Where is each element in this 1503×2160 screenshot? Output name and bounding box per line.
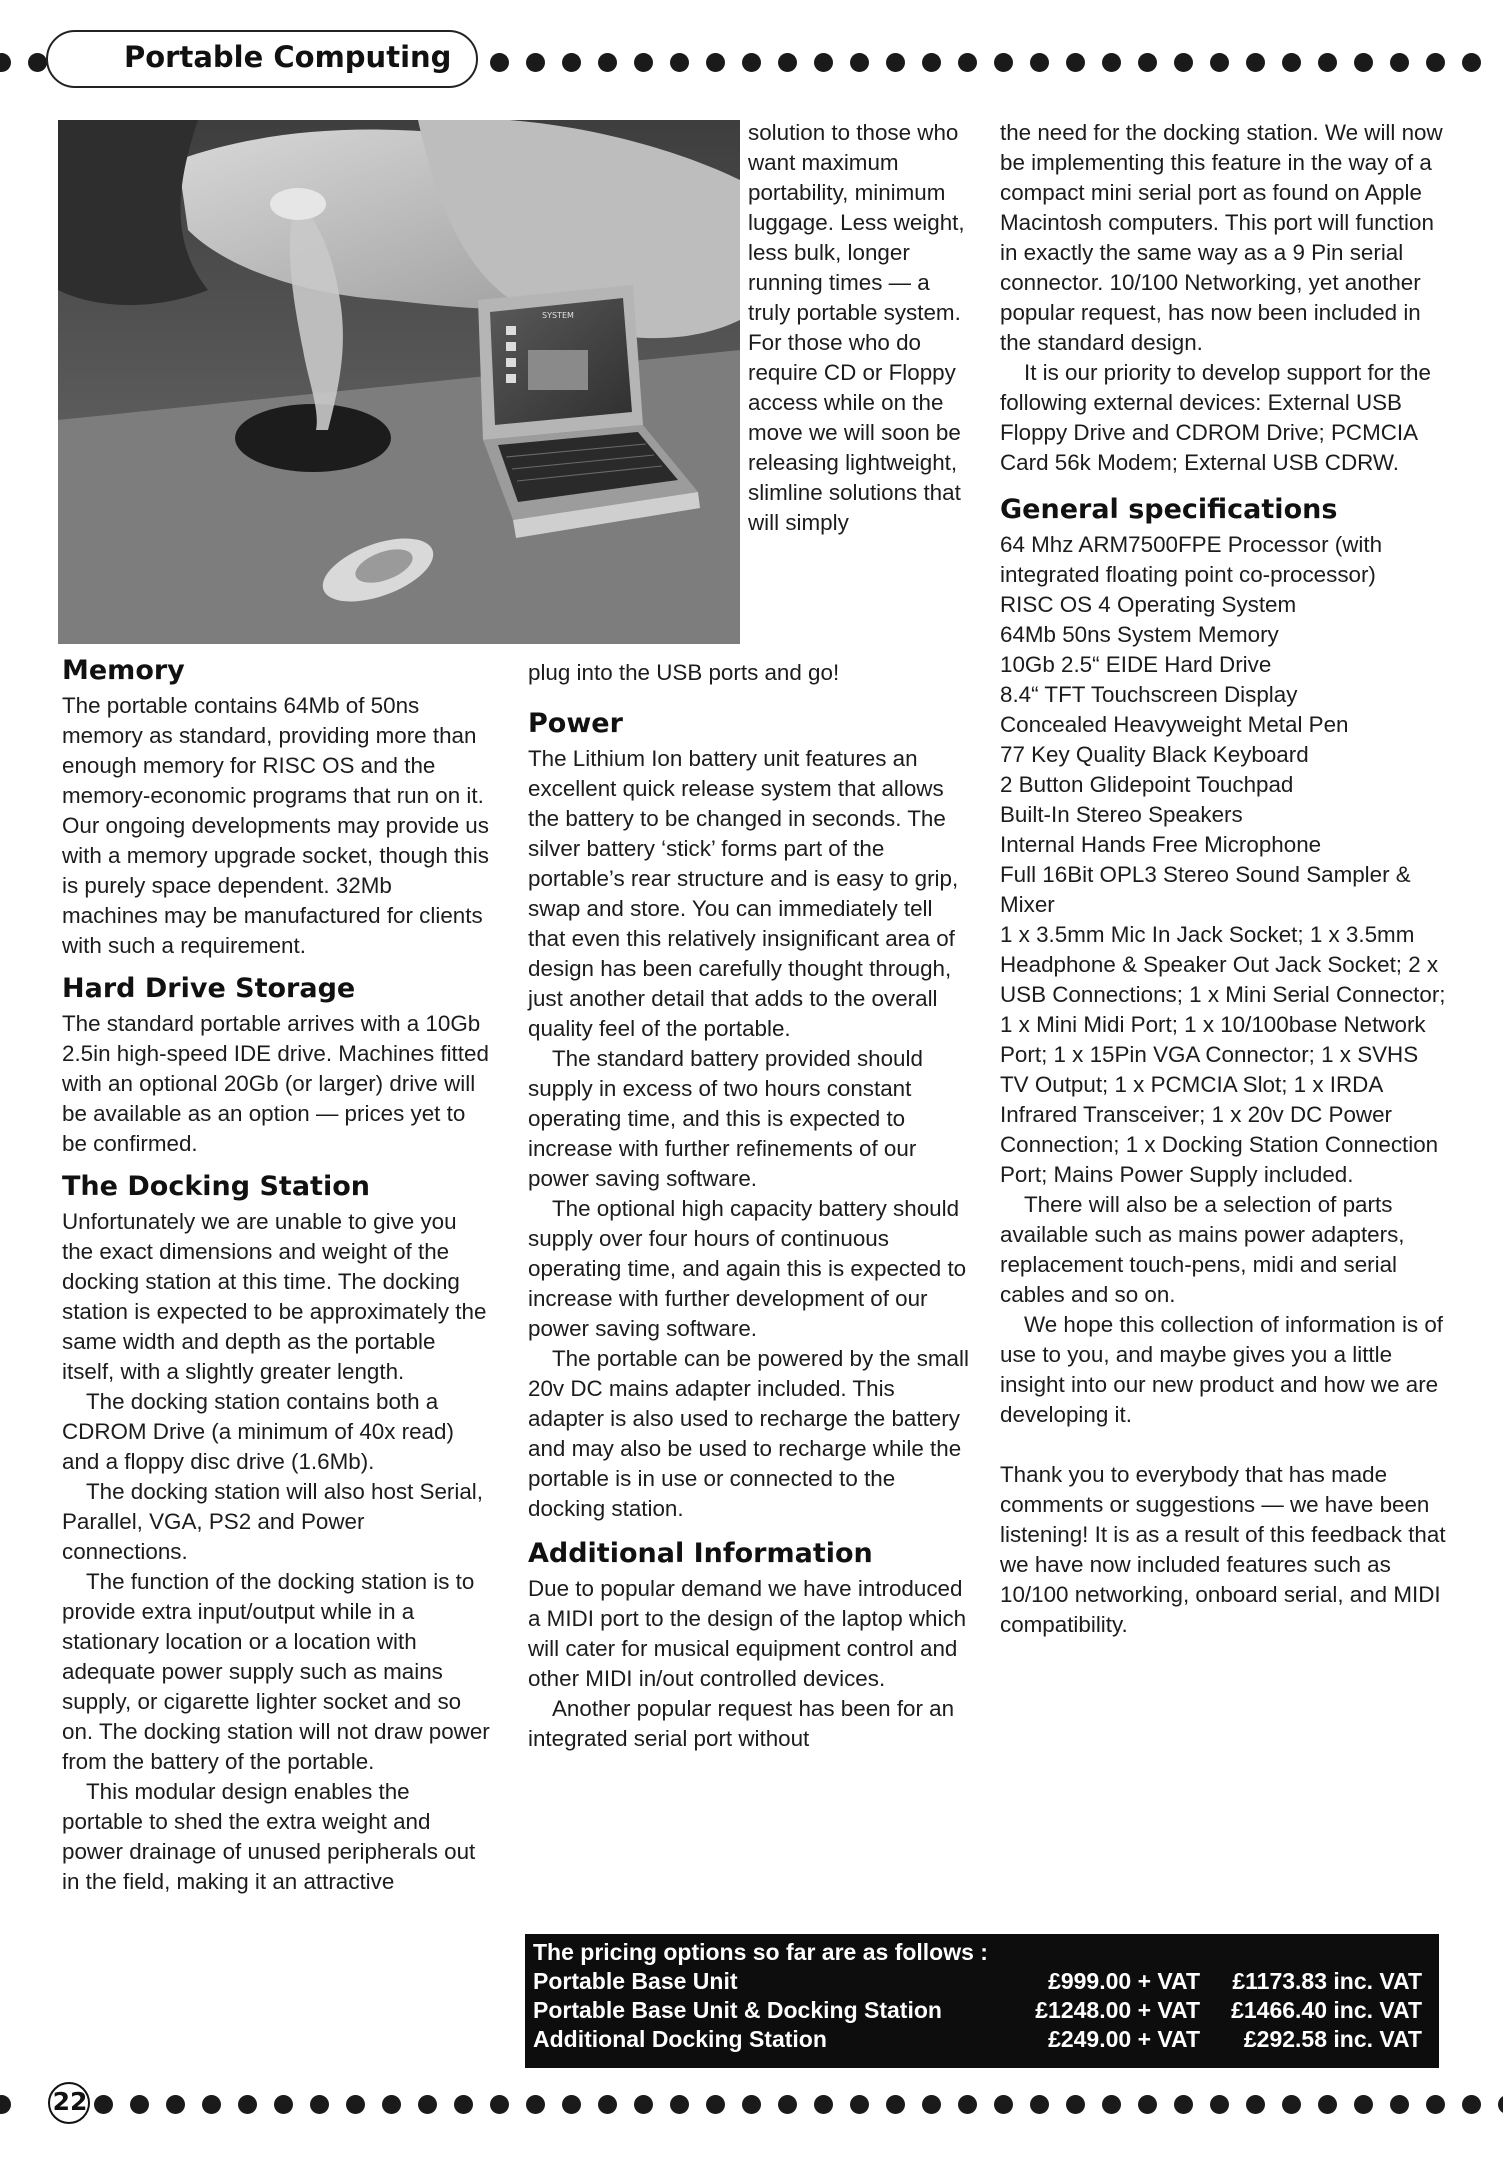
pricing-inc-vat: £1173.83 inc. VAT	[1232, 1968, 1422, 1994]
page-number: 22	[52, 2087, 88, 2116]
pricing-ex-vat: £999.00 + VAT	[1048, 1968, 1200, 1994]
section-title: Portable Computing	[124, 40, 452, 74]
paragraph: the need for the docking station. We will now be implementing this feature in the way of a compact mini serial port as found on Apple Macintosh computers. This port will function in exactly the same way as a 9 Pin serial connector. 10/100 Networking, yet another popular request, has now been included in the standard design.	[1000, 120, 1443, 355]
pricing-item: Additional Docking Station	[533, 2026, 827, 2052]
docking-paragraph: Unfortunately we are unable to give you the exact dimensions and weight of the docking station at this time. The docking station is expected to be approximately the same width and depth as the portable itself, with a slightly greater length.	[62, 1209, 487, 1384]
docking-paragraph: The function of the docking station is to provide extra input/output while in a stationary location or a location with adequate power supply such as mains supply, or cigarette lighter socket and so on. The docking station will not draw power from the battery of the portable.	[62, 1569, 490, 1774]
docking-paragraph: The docking station will also host Serial, Parallel, VGA, PS2 and Power connections.	[62, 1479, 484, 1564]
spec-item: Built-In Stereo Speakers	[1000, 802, 1243, 827]
spec-item: 2 Button Glidepoint Touchpad	[1000, 772, 1294, 797]
power-paragraph: The standard battery provided should supply in excess of two hours constant operating time, and this is expected to increase with further refinements of our power saving software.	[528, 1046, 923, 1191]
paragraph: solution to those who want maximum portability, minimum luggage. Less weight, less bulk, longer running times — a truly portable system. For those who do require CD or Floppy access while on the move we will soon be releasing lightweight, slimline solutions that will simply	[748, 120, 965, 535]
spec-item: Internal Hands Free Microphone	[1000, 832, 1322, 857]
docking-paragraph: This modular design enables the portable to shed the extra weight and power drainage of unused peripherals out in the field, making it an attractive	[62, 1779, 476, 1894]
header-dots-right	[490, 53, 1498, 72]
spec-item: 64Mb 50ns System Memory	[1000, 622, 1279, 647]
pricing-inc-vat: £1466.40 inc. VAT	[1231, 1997, 1422, 2023]
column2-beside-photo	[748, 118, 973, 538]
footer-dots-right	[94, 2095, 1503, 2114]
column2	[528, 708, 976, 1754]
paragraph: Thank you to everybody that has made comments or suggestions — we have been listening! It is as a result of this feedback that we have now included features such as 10/100 networking, onboard serial, and MIDI compatibility.	[1000, 1462, 1446, 1637]
paragraph: It is our priority to develop support for the following external devices: External USB Floppy Drive and CDROM Drive; PCMCIA Card 56k Modem; External USB CDRW.	[1000, 360, 1431, 475]
additional-paragraph: Another popular request has been for an integrated serial port without	[528, 1696, 955, 1751]
power-heading: Power	[528, 708, 623, 739]
specifications-list	[1000, 530, 1448, 1190]
column2-plug-line	[528, 658, 988, 688]
memory-heading: Memory	[62, 655, 185, 686]
power-paragraph: The Lithium Ion battery unit features an excellent quick release system that allows the battery to be changed in seconds. The silver battery ‘stick’ forms part of the portable’s rear structure and is easy to grip, swap and store. You can immediately tell that even this relatively insignificant area of design has been carefully thought through, just another detail that adds to the overall quality feel of the portable.	[528, 746, 959, 1041]
hard-drive-heading: Hard Drive Storage	[62, 973, 356, 1004]
paragraph: plug into the USB ports and go!	[528, 660, 840, 685]
hard-drive-paragraph: The standard portable arrives with a 10Gb 2.5in high-speed IDE drive. Machines fitted with an optional 20Gb (or larger) drive will be available as an option — prices yet to be confirmed.	[62, 1011, 489, 1156]
pricing-item: Portable Base Unit & Docking Station	[533, 1997, 942, 2023]
spec-item: Concealed Heavyweight Metal Pen	[1000, 712, 1349, 737]
pricing-row	[533, 1996, 1429, 2025]
paragraph: We hope this collection of information is of use to you, and maybe gives you a little insight into our new product and how we are developing it.	[1000, 1312, 1444, 1427]
spec-item: Full 16Bit OPL3 Stereo Sound Sampler & Mixer	[1000, 862, 1411, 917]
footer-dots-left	[0, 2095, 28, 2114]
power-paragraph: The optional high capacity battery should supply over four hours of continuous operating time, and again this is expected to increase with further development of our power saving software.	[528, 1196, 967, 1341]
spec-item: 1 x 3.5mm Mic In Jack Socket; 1 x 3.5mm Headphone & Speaker Out Jack Socket; 2 x USB Connections; 1 x Mini Serial Connector; 1 x Mini Midi Port; 1 x 10/100base Network Port; 1 x 15Pin VGA Connector; 1 x SVHS TV Output; 1 x PCMCIA Slot; 1 x IRDA Infrared Transceiver; 1 x 20v DC Power Connection; 1 x Docking Station Connection Port; Mains Power Supply included.	[1000, 922, 1446, 1187]
pricing-item: Portable Base Unit	[533, 1968, 738, 1994]
docking-station-heading: The Docking Station	[62, 1171, 370, 1202]
laptop-photo-illustration	[58, 120, 740, 644]
paragraph: There will also be a selection of parts available such as mains power adapters, replacement touch-pens, midi and serial cables and so on.	[1000, 1192, 1405, 1307]
additional-paragraph: Due to popular demand we have introduced a MIDI port to the design of the laptop which will cater for musical equipment control and other MIDI in/out controlled devices.	[528, 1576, 967, 1691]
pricing-inc-vat: £292.58 inc. VAT	[1243, 2026, 1422, 2052]
additional-information-heading: Additional Information	[528, 1538, 873, 1569]
column1	[62, 655, 492, 1897]
spec-item: 77 Key Quality Black Keyboard	[1000, 742, 1309, 767]
power-paragraph: The portable can be powered by the small 20v DC mains adapter included. This adapter is also used to recharge the battery and may also be used to recharge while the portable is in use or connected to the docking station.	[528, 1346, 969, 1521]
general-specifications-heading: General specifications	[1000, 494, 1338, 525]
laptop-screen-text: SYSTEM	[542, 311, 574, 320]
docking-paragraph: The docking station contains both a CDROM Drive (a minimum of 40x read) and a floppy disc drive (1.6Mb).	[62, 1389, 454, 1474]
pricing-box	[525, 1934, 1439, 2068]
memory-paragraph: The portable contains 64Mb of 50ns memory as standard, providing more than enough memory for RISC OS and the memory-economic programs that run on it. Our ongoing developments may provide us with a memory upgrade socket, though this is purely space dependent. 32Mb machines may be manufactured for clients with such a requirement.	[62, 693, 489, 958]
pricing-ex-vat: £1248.00 + VAT	[1035, 1997, 1200, 2023]
spec-item: 10Gb 2.5“ EIDE Hard Drive	[1000, 652, 1272, 677]
pricing-row	[533, 1967, 1429, 1996]
pricing-row	[533, 2025, 1429, 2054]
pricing-ex-vat: £249.00 + VAT	[1048, 2026, 1200, 2052]
spec-item: 64 Mhz ARM7500FPE Processor (with integrated floating point co-processor)	[1000, 532, 1383, 587]
spec-item: RISC OS 4 Operating System	[1000, 592, 1297, 617]
pricing-header: The pricing options so far are as follows :	[533, 1939, 988, 1965]
spec-item: 8.4“ TFT Touchscreen Display	[1000, 682, 1298, 707]
product-photo	[58, 120, 740, 644]
column3	[1000, 118, 1448, 1640]
